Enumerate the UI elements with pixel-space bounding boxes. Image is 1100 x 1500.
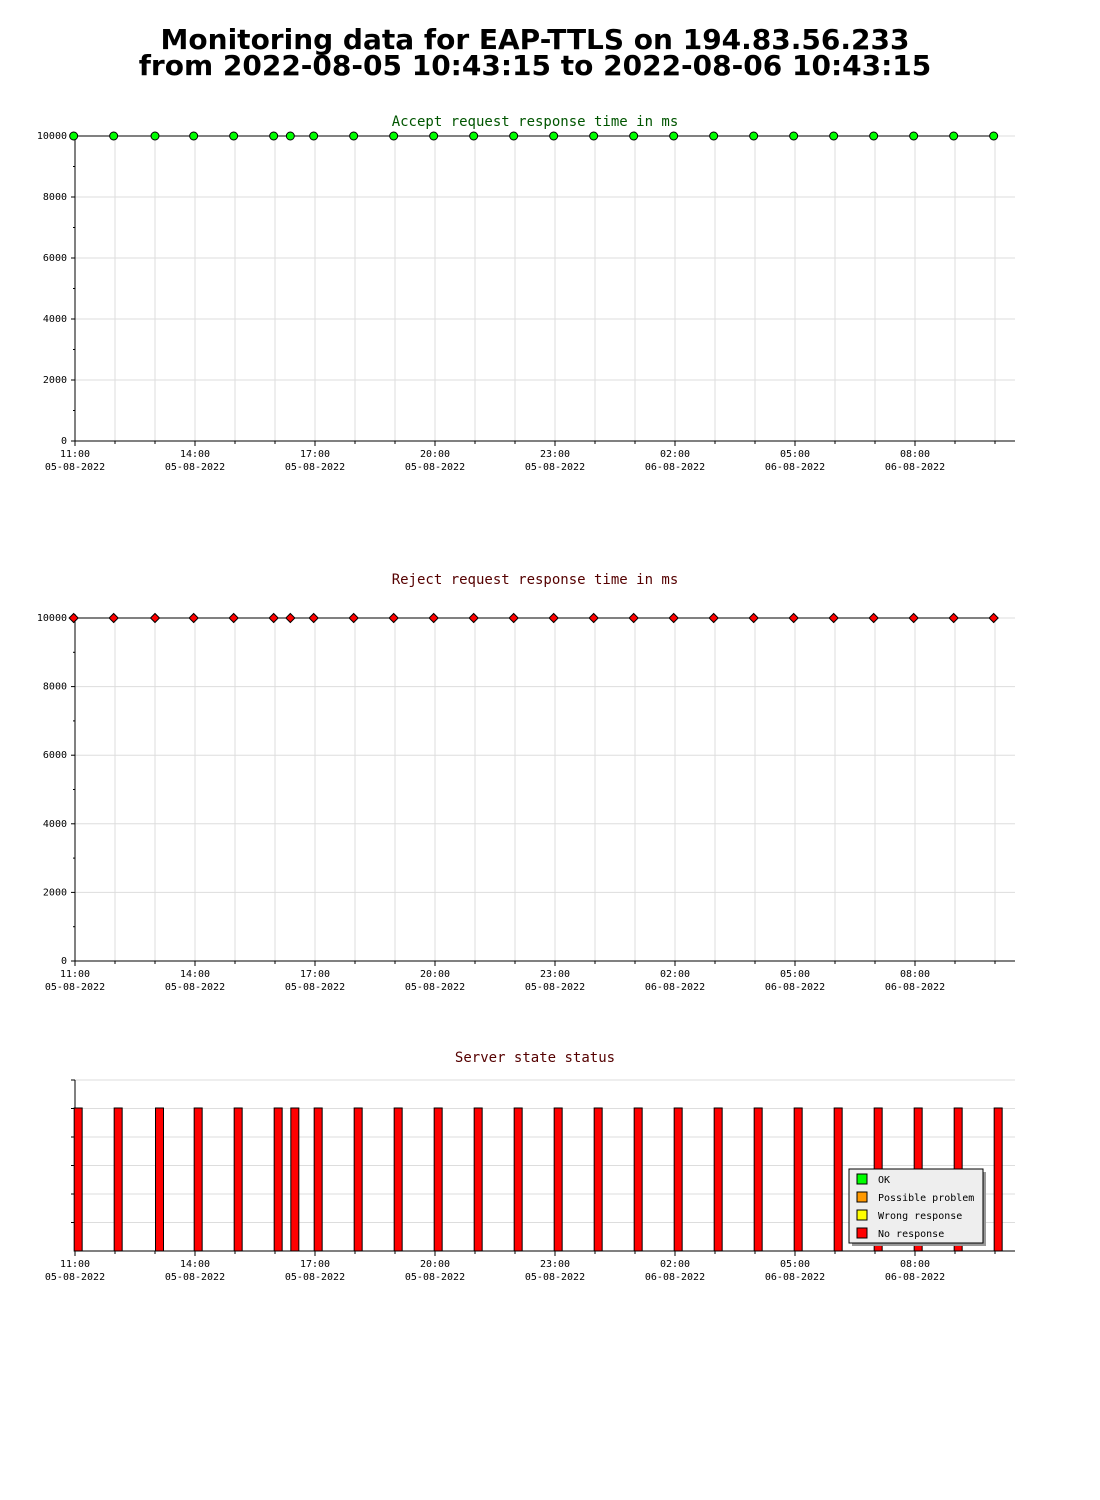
status-bar bbox=[474, 1108, 482, 1251]
x-tick-label-time: 02:00 bbox=[659, 969, 691, 980]
status-bar bbox=[834, 1108, 842, 1251]
x-tick-label-time: 02:00 bbox=[659, 449, 691, 460]
data-point bbox=[749, 614, 758, 623]
page-title-line-1: Monitoring data for EAP-TTLS on 194.83.56.233 bbox=[160, 23, 910, 56]
x-tick-label-time: 08:00 bbox=[899, 969, 931, 980]
data-point bbox=[870, 132, 878, 140]
x-tick-label-date: 05-08-2022 bbox=[524, 462, 586, 473]
x-tick-label-date: 05-08-2022 bbox=[164, 1272, 226, 1283]
status-bar bbox=[794, 1108, 802, 1251]
legend-label: No response bbox=[878, 1229, 945, 1240]
y-tick-label: 2000 bbox=[42, 375, 67, 386]
x-tick-label-time: 08:00 bbox=[899, 1259, 931, 1270]
x-tick-label-time: 23:00 bbox=[539, 969, 571, 980]
data-point bbox=[950, 132, 958, 140]
data-point bbox=[909, 614, 918, 623]
x-tick-label-date: 05-08-2022 bbox=[524, 1272, 586, 1283]
data-point bbox=[229, 614, 238, 623]
data-point bbox=[989, 614, 998, 623]
x-tick-label-date: 06-08-2022 bbox=[884, 462, 946, 473]
data-point bbox=[430, 132, 438, 140]
x-tick-label-time: 23:00 bbox=[539, 1259, 571, 1270]
legend-swatch bbox=[857, 1210, 867, 1220]
data-point bbox=[590, 132, 598, 140]
data-point bbox=[69, 614, 78, 623]
data-point bbox=[309, 614, 318, 623]
legend-swatch bbox=[857, 1174, 867, 1184]
x-tick-label-date: 06-08-2022 bbox=[764, 1272, 826, 1283]
legend-label: Possible problem bbox=[878, 1193, 975, 1204]
status-bar bbox=[114, 1108, 122, 1251]
data-point bbox=[189, 614, 198, 623]
x-tick-label-time: 23:00 bbox=[539, 449, 571, 460]
legend-swatch bbox=[857, 1192, 867, 1202]
y-tick-label: 4000 bbox=[42, 818, 67, 830]
data-point bbox=[429, 614, 438, 623]
data-point bbox=[629, 614, 638, 623]
x-tick-label-time: 02:00 bbox=[659, 1259, 691, 1270]
data-point bbox=[110, 132, 118, 140]
data-point bbox=[151, 614, 160, 623]
x-tick-label-time: 11:00 bbox=[59, 449, 91, 460]
x-tick-label-date: 05-08-2022 bbox=[524, 982, 586, 993]
data-point bbox=[269, 614, 278, 623]
data-point bbox=[869, 614, 878, 623]
x-tick-label-date: 05-08-2022 bbox=[164, 982, 226, 993]
data-point bbox=[509, 614, 518, 623]
legend-label: OK bbox=[878, 1175, 891, 1186]
status-bar bbox=[554, 1108, 562, 1251]
x-tick-label-date: 05-08-2022 bbox=[44, 1272, 106, 1283]
y-tick-label: 0 bbox=[60, 436, 67, 447]
x-tick-label-date: 06-08-2022 bbox=[764, 462, 826, 473]
y-tick-label: 6000 bbox=[42, 253, 67, 264]
data-point bbox=[750, 132, 758, 140]
x-tick-label-date: 05-08-2022 bbox=[404, 462, 466, 473]
data-point bbox=[549, 614, 558, 623]
status-bar bbox=[291, 1108, 299, 1251]
status-bar bbox=[754, 1108, 762, 1251]
data-point bbox=[830, 132, 838, 140]
data-point bbox=[789, 614, 798, 623]
x-tick-label-date: 06-08-2022 bbox=[764, 982, 826, 993]
data-point bbox=[669, 614, 678, 623]
page-title-line-2: from 2022-08-05 10:43:15 to 2022-08-06 10:43:15 bbox=[138, 49, 932, 82]
x-tick-label-time: 08:00 bbox=[899, 449, 931, 460]
x-tick-label-time: 20:00 bbox=[419, 1259, 451, 1270]
reject-response-time-chart bbox=[37, 572, 1015, 993]
accept-response-time-chart bbox=[37, 114, 1015, 473]
data-point bbox=[470, 132, 478, 140]
x-tick-label-time: 20:00 bbox=[419, 969, 451, 980]
data-point bbox=[349, 614, 358, 623]
legend-swatch bbox=[857, 1228, 867, 1238]
x-tick-label-time: 17:00 bbox=[299, 1259, 331, 1270]
x-tick-label-date: 06-08-2022 bbox=[644, 982, 706, 993]
x-tick-label-time: 05:00 bbox=[779, 1259, 811, 1270]
status-bar bbox=[594, 1108, 602, 1251]
data-point bbox=[630, 132, 638, 140]
data-point bbox=[286, 132, 294, 140]
y-tick-label: 6000 bbox=[42, 750, 67, 762]
y-tick-label: 4000 bbox=[42, 314, 67, 325]
data-point bbox=[151, 132, 159, 140]
data-point bbox=[270, 132, 278, 140]
x-tick-label-time: 14:00 bbox=[179, 449, 211, 460]
data-point bbox=[510, 132, 518, 140]
x-tick-label-time: 17:00 bbox=[299, 969, 331, 980]
status-bar bbox=[274, 1108, 282, 1251]
x-tick-label-date: 05-08-2022 bbox=[404, 982, 466, 993]
data-point bbox=[109, 614, 118, 623]
data-point bbox=[949, 614, 958, 623]
data-point bbox=[670, 132, 678, 140]
x-tick-label-date: 06-08-2022 bbox=[884, 982, 946, 993]
x-tick-label-time: 14:00 bbox=[179, 1259, 211, 1270]
status-bar bbox=[74, 1108, 82, 1251]
data-point bbox=[829, 614, 838, 623]
data-point bbox=[709, 614, 718, 623]
x-tick-label-date: 05-08-2022 bbox=[44, 462, 106, 473]
x-tick-label-date: 05-08-2022 bbox=[404, 1272, 466, 1283]
data-point bbox=[190, 132, 198, 140]
x-tick-label-time: 11:00 bbox=[59, 969, 91, 980]
status-bar bbox=[514, 1108, 522, 1251]
data-point bbox=[390, 132, 398, 140]
data-point bbox=[990, 132, 998, 140]
data-point bbox=[70, 132, 78, 140]
y-tick-label: 10000 bbox=[36, 131, 67, 142]
x-tick-label-time: 11:00 bbox=[59, 1259, 91, 1270]
chart-title: Accept request response time in ms bbox=[391, 114, 679, 130]
x-tick-label-time: 05:00 bbox=[779, 969, 811, 980]
status-bar bbox=[234, 1108, 242, 1251]
x-tick-label-date: 05-08-2022 bbox=[284, 1272, 346, 1283]
data-point bbox=[710, 132, 718, 140]
status-bar bbox=[714, 1108, 722, 1251]
y-tick-label: 8000 bbox=[42, 681, 67, 693]
status-bar bbox=[634, 1108, 642, 1251]
y-tick-label: 10000 bbox=[36, 613, 67, 624]
status-bar bbox=[314, 1108, 322, 1251]
x-tick-label-time: 20:00 bbox=[419, 449, 451, 460]
status-bar bbox=[194, 1108, 202, 1251]
legend-label: Wrong response bbox=[878, 1211, 963, 1222]
x-tick-label-date: 05-08-2022 bbox=[44, 982, 106, 993]
server-state-status-chart bbox=[45, 1050, 1015, 1283]
status-bar bbox=[434, 1108, 442, 1251]
data-point bbox=[589, 614, 598, 623]
status-bar bbox=[674, 1108, 682, 1251]
y-tick-label: 0 bbox=[60, 956, 67, 967]
x-tick-label-date: 05-08-2022 bbox=[284, 982, 346, 993]
y-tick-label: 8000 bbox=[42, 192, 67, 203]
x-tick-label-date: 05-08-2022 bbox=[164, 462, 226, 473]
status-bar bbox=[394, 1108, 402, 1251]
data-point bbox=[550, 132, 558, 140]
x-tick-label-time: 05:00 bbox=[779, 449, 811, 460]
x-tick-label-time: 14:00 bbox=[179, 969, 211, 980]
x-tick-label-date: 06-08-2022 bbox=[884, 1272, 946, 1283]
data-point bbox=[230, 132, 238, 140]
data-point bbox=[310, 132, 318, 140]
x-tick-label-time: 17:00 bbox=[299, 449, 331, 460]
chart-title: Server state status bbox=[454, 1050, 616, 1066]
data-point bbox=[469, 614, 478, 623]
status-bar bbox=[156, 1108, 164, 1251]
chart-title: Reject request response time in ms bbox=[391, 572, 679, 588]
data-point bbox=[389, 614, 398, 623]
y-tick-label: 2000 bbox=[42, 887, 67, 899]
status-bar bbox=[354, 1108, 362, 1251]
x-tick-label-date: 05-08-2022 bbox=[284, 462, 346, 473]
x-tick-label-date: 06-08-2022 bbox=[644, 462, 706, 473]
x-tick-label-date: 06-08-2022 bbox=[644, 1272, 706, 1283]
status-bar bbox=[994, 1108, 1002, 1251]
data-point bbox=[350, 132, 358, 140]
data-point bbox=[790, 132, 798, 140]
data-point bbox=[286, 614, 295, 623]
data-point bbox=[910, 132, 918, 140]
